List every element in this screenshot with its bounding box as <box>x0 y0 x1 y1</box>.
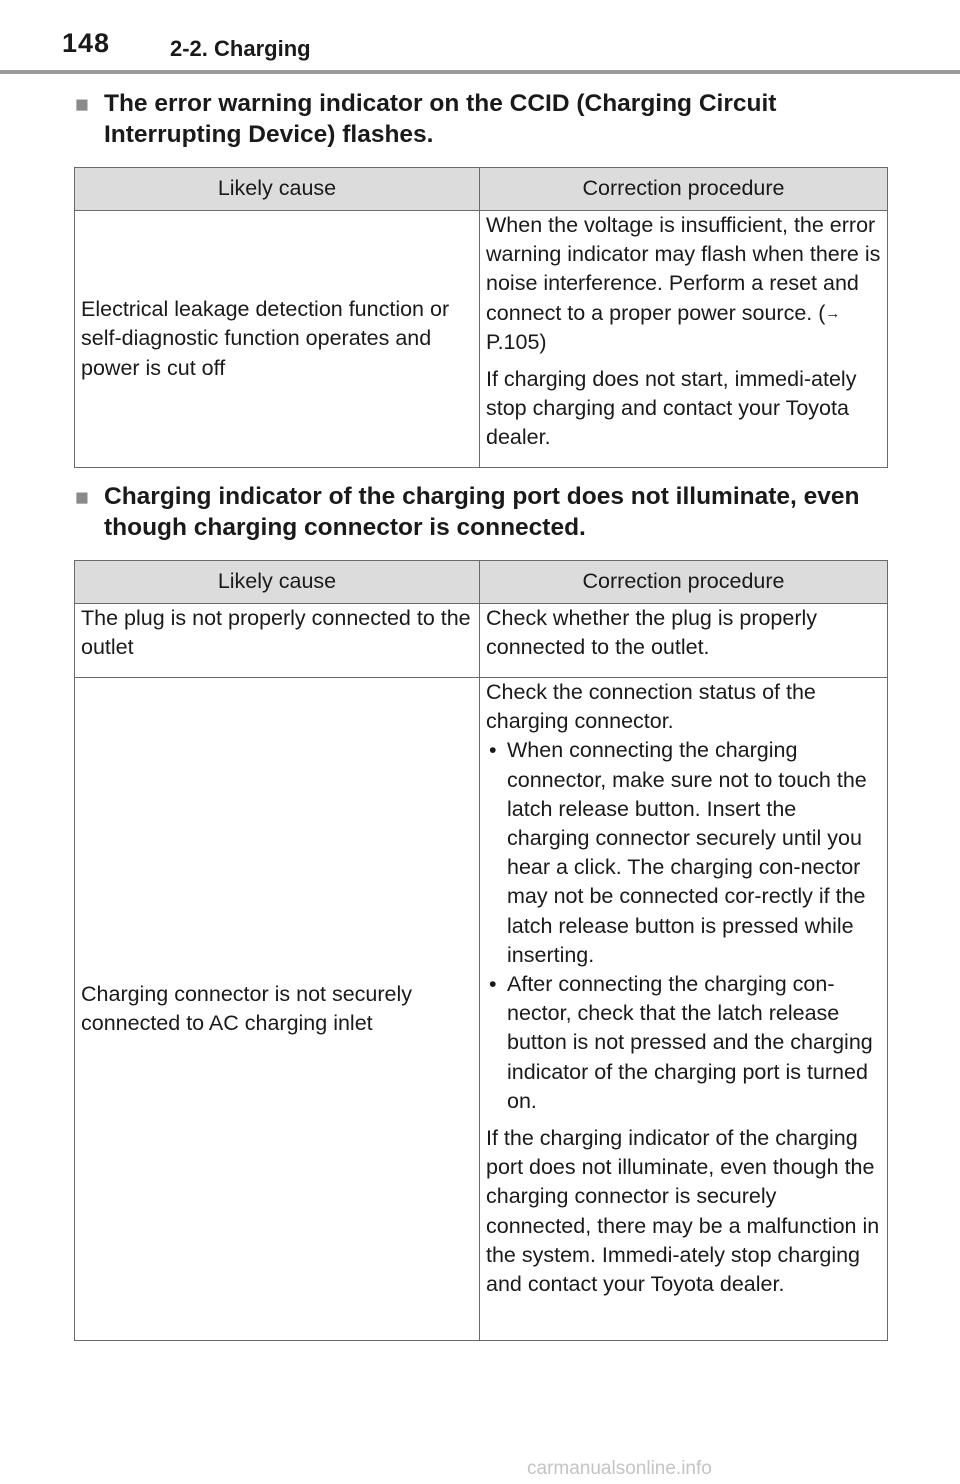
table-header-row <box>75 561 888 604</box>
procedure-text: When the voltage is insufficient, the error warning indicator may flash when there is noise interference. Perform a reset and connect to a proper power source. ( <box>486 213 881 325</box>
table-row <box>75 604 888 678</box>
table-row <box>75 678 888 1341</box>
bullet-item <box>486 970 881 1116</box>
charging-indicator-heading <box>75 481 895 543</box>
square-bullet-icon: ■ <box>75 91 89 117</box>
page-header <box>0 0 960 76</box>
section-title: 2-2. Charging <box>170 36 311 61</box>
procedure-closing: If the charging indicator of the charging port does not illuminate, even though the charging connector is securely connected, there may be a malfunction in the system. Immedi-ately stop charging and contact your Toyota dealer. <box>486 1126 880 1297</box>
table-row <box>75 211 888 468</box>
arrow-right-icon: → <box>825 304 841 322</box>
correction-procedure-cell <box>480 211 888 468</box>
procedure-paragraph: If charging does not start, immedi-ately stop charging and contact your Toyota dealer. <box>486 367 857 450</box>
page-reference-link[interactable]: P.105) <box>486 329 547 354</box>
column-header-likely-cause: Likely cause <box>75 168 480 211</box>
column-header-correction-procedure: Correction procedure <box>480 561 888 604</box>
bullet-text: After connecting the charging con-nector, check that the latch release button is not pressed and the charging indicator of the charging port is turned on. <box>507 972 873 1113</box>
ccid-error-heading <box>75 88 895 150</box>
table-header-row <box>75 168 888 211</box>
procedure-intro <box>486 678 881 1116</box>
likely-cause-cell: Charging connector is not securely connected to AC charging inlet <box>75 678 480 1341</box>
correction-procedure-cell: Check whether the plug is properly connected to the outlet. <box>480 604 888 678</box>
column-header-correction-procedure: Correction procedure <box>480 168 888 211</box>
heading-text: The error warning indicator on the CCID (Charging Circuit Interrupting Device) flashes. <box>104 90 777 148</box>
correction-procedure-cell <box>480 678 888 1341</box>
bullet-dot-icon: • <box>489 738 497 763</box>
procedure-paragraph <box>486 211 881 357</box>
heading-text: Charging indicator of the charging port does not illuminate, even though charging connector is connected. <box>104 483 860 541</box>
procedure-text: Check the connection status of the charging connector. <box>486 680 816 734</box>
charging-indicator-table <box>74 560 888 1341</box>
bullet-text: When connecting the charging connector, make sure not to touch the latch release button. Insert the charging connector securely until you hear a click. The charging con-nector may not be connected cor-rectly if the latch release button is pressed while inserting. <box>507 738 867 967</box>
square-bullet-icon: ■ <box>75 484 89 510</box>
page-number: 148 <box>62 28 111 58</box>
bullet-item <box>486 736 881 970</box>
header-rule <box>0 70 960 74</box>
watermark: carmanualsonline.info <box>527 1458 712 1479</box>
likely-cause-cell: The plug is not properly connected to the outlet <box>75 604 480 678</box>
bullet-dot-icon: • <box>489 972 497 997</box>
column-header-likely-cause: Likely cause <box>75 561 480 604</box>
likely-cause-cell: Electrical leakage detection function or self-diagnostic function operates and power is cut off <box>75 211 480 468</box>
ccid-error-table <box>74 167 888 468</box>
